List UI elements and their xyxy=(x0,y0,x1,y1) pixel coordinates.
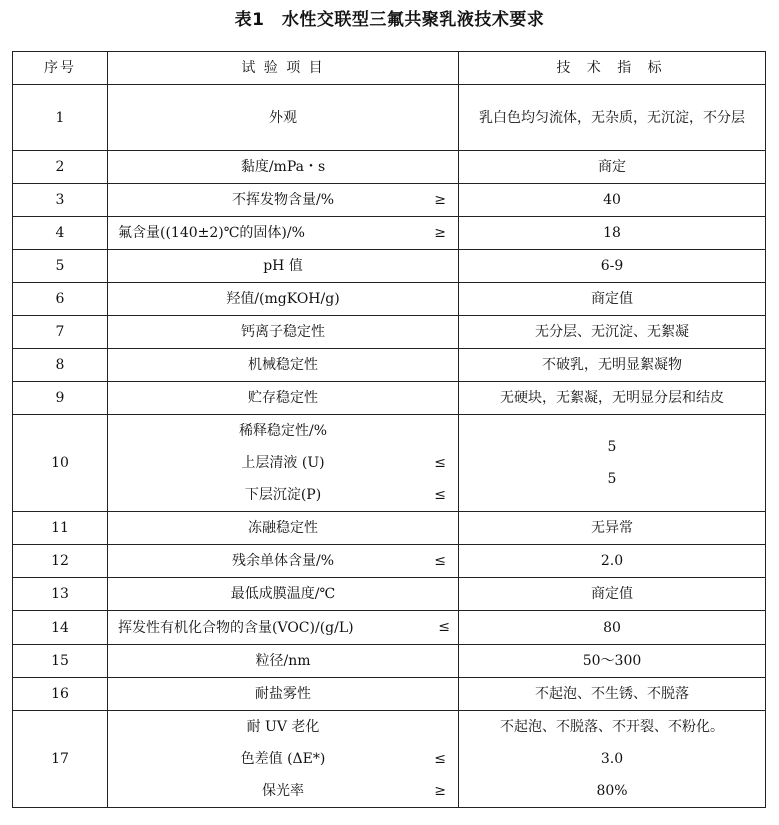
row-item: 贮存稳定性 xyxy=(108,382,459,415)
row-spec: 50～300 xyxy=(459,645,766,678)
row-item: 冻融稳定性 xyxy=(108,512,459,545)
row-spec: 40 xyxy=(459,184,766,217)
row-spec: 3.0 xyxy=(600,751,624,767)
row-item-cell xyxy=(108,545,459,578)
header-item: 试 验 项 目 xyxy=(108,52,459,85)
comparison-symbol: ≥ xyxy=(434,783,446,799)
row-spec: 商定 xyxy=(459,151,766,184)
row-item: 钙离子稳定性 xyxy=(108,316,459,349)
row-spec: 6-9 xyxy=(459,250,766,283)
row-item-cell xyxy=(108,184,459,217)
row-spec: 无分层、无沉淀、无絮凝 xyxy=(459,316,766,349)
row-spec: 18 xyxy=(459,217,766,250)
table-header-row xyxy=(13,52,766,85)
row-item-cell xyxy=(108,415,459,512)
row-no: 11 xyxy=(13,512,108,545)
comparison-symbol: ≤ xyxy=(434,553,446,569)
row-item-cell xyxy=(108,611,459,645)
row-item: 耐盐雾性 xyxy=(108,678,459,711)
comparison-symbol: ≤ xyxy=(434,455,446,471)
sub-item-label: 色差值 (ΔE*) xyxy=(240,751,326,767)
row-spec: 5 xyxy=(607,471,617,487)
sub-item xyxy=(108,743,458,775)
comparison-symbol: ≤ xyxy=(434,751,446,767)
comparison-symbol: ≤ xyxy=(434,487,446,503)
sub-item xyxy=(108,775,458,807)
table-row xyxy=(13,711,766,808)
table-row xyxy=(13,85,766,151)
row-spec-cell xyxy=(459,711,766,808)
row-spec: 80 xyxy=(459,611,766,645)
table-row xyxy=(13,645,766,678)
row-spec: 无硬块，无絮凝，无明显分层和结皮 xyxy=(459,382,766,415)
comparison-symbol: ≥ xyxy=(434,192,446,208)
row-spec: 不破乳，无明显絮凝物 xyxy=(459,349,766,382)
row-item: 不挥发物含量/% xyxy=(231,192,335,208)
table-row xyxy=(13,678,766,711)
requirements-table xyxy=(12,51,766,808)
row-no: 17 xyxy=(13,711,108,808)
row-spec: 无异常 xyxy=(459,512,766,545)
header-spec: 技 术 指 标 xyxy=(459,52,766,85)
sub-item-label: 下层沉淀(P) xyxy=(244,487,322,503)
table-row xyxy=(13,250,766,283)
row-no: 8 xyxy=(13,349,108,382)
row-item: 最低成膜温度/℃ xyxy=(108,578,459,611)
sub-item-label: 上层清液 (U) xyxy=(241,455,325,471)
row-no: 12 xyxy=(13,545,108,578)
table-title: 表1 水性交联型三氟共聚乳液技术要求 xyxy=(234,10,545,30)
row-no: 10 xyxy=(13,415,108,512)
row-item: 黏度/mPa・s xyxy=(108,151,459,184)
row-item: 挥发性有机化合物的含量(VOC)/(g/L) xyxy=(118,619,354,636)
row-spec: 商定值 xyxy=(459,283,766,316)
sub-item-title: 耐 UV 老化 xyxy=(246,719,320,735)
sub-item xyxy=(108,479,458,511)
table-row xyxy=(13,217,766,250)
row-spec: 5 xyxy=(607,439,617,455)
row-item: 粒径/nm xyxy=(108,645,459,678)
table-row xyxy=(13,382,766,415)
row-no: 2 xyxy=(13,151,108,184)
row-item-cell xyxy=(108,711,459,808)
table-row xyxy=(13,316,766,349)
row-spec: 不起泡、不生锈、不脱落 xyxy=(459,678,766,711)
row-item-cell xyxy=(108,217,459,250)
row-spec: 2.0 xyxy=(459,545,766,578)
row-no: 3 xyxy=(13,184,108,217)
row-no: 15 xyxy=(13,645,108,678)
sub-item-title: 稀释稳定性/% xyxy=(238,423,328,439)
row-no: 5 xyxy=(13,250,108,283)
table-row xyxy=(13,578,766,611)
row-spec-cell xyxy=(459,415,766,512)
row-no: 7 xyxy=(13,316,108,349)
row-spec: 乳白色均匀流体，无杂质，无沉淀，不分层 xyxy=(459,85,766,151)
table-row xyxy=(13,611,766,645)
table-row xyxy=(13,184,766,217)
table-row xyxy=(13,349,766,382)
sub-item xyxy=(108,447,458,479)
header-no: 序号 xyxy=(13,52,108,85)
comparison-symbol: ≤ xyxy=(438,619,450,635)
row-spec: 80% xyxy=(596,783,628,799)
table-row xyxy=(13,151,766,184)
row-no: 13 xyxy=(13,578,108,611)
row-no: 4 xyxy=(13,217,108,250)
row-no: 9 xyxy=(13,382,108,415)
row-item: 羟值/(mgKOH/g) xyxy=(108,283,459,316)
row-item: pH 值 xyxy=(108,250,459,283)
table-row xyxy=(13,512,766,545)
row-spec: 商定值 xyxy=(459,578,766,611)
sub-item-label: 保光率 xyxy=(262,783,304,799)
row-item: 残余单体含量/% xyxy=(231,553,335,569)
table-row xyxy=(13,545,766,578)
row-no: 1 xyxy=(13,85,108,151)
row-item: 外观 xyxy=(108,85,459,151)
table-row xyxy=(13,283,766,316)
row-no: 6 xyxy=(13,283,108,316)
row-no: 14 xyxy=(13,611,108,645)
row-item: 机械稳定性 xyxy=(108,349,459,382)
row-spec: 不起泡、不脱落、不开裂、不粉化。 xyxy=(500,719,724,735)
row-item: 氟含量((140±2)℃的固体)/% xyxy=(118,225,305,241)
comparison-symbol: ≥ xyxy=(434,225,446,241)
table-row xyxy=(13,415,766,512)
row-no: 16 xyxy=(13,678,108,711)
